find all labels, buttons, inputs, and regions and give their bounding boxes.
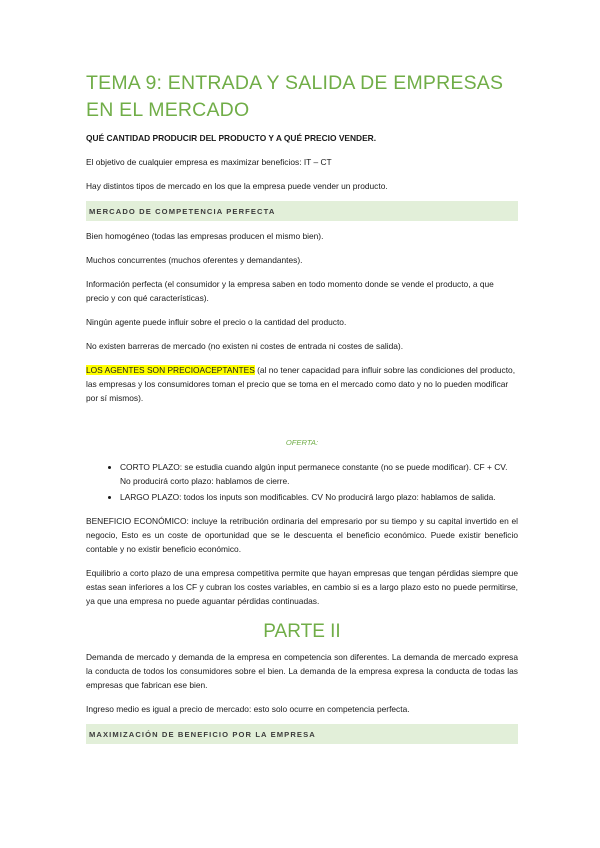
section-heading-competencia: MERCADO DE COMPETENCIA PERFECTA: [86, 201, 518, 221]
intro-question: QUÉ CANTIDAD PRODUCIR DEL PRODUCTO Y A QUÉ PRECIO VENDER.: [86, 133, 377, 143]
paragraph-informacion: Información perfecta (el consumidor y la empresa saben en todo momento donde se vende el producto, a que precio y con qué características).: [86, 279, 494, 303]
document-page: [86, 70, 518, 744]
paragraph-demanda: Demanda de mercado y demanda de la empresa en competencia son diferentes. La demanda de mercado expresa la conducta de todos los consumidores sobre el bien. La demanda de la empresa expresa la conducta de todas las empresas que fabrican ese bien.: [86, 652, 518, 690]
paragraph-bien-homogeneo: Bien homogéneo (todas las empresas producen el mismo bien).: [86, 231, 324, 241]
paragraph-concurrentes: Muchos concurrentes (muchos oferentes y demandantes).: [86, 255, 303, 265]
paragraph-equilibrio: Equilibrio a corto plazo de una empresa competitiva permite que hayan empresas que tengan pérdidas siempre que estas sean inferiores a los CF y cubran los costes variables, en cambio si es a largo plazo esto no puede permitirse, ya que una empresa no puede aguantar pérdidas continuadas.: [86, 568, 518, 606]
paragraph-precioaceptantes: [86, 363, 518, 405]
paragraph-barreras: No existen barreras de mercado (no existen ni costes de entrada ni costes de salida).: [86, 341, 404, 351]
intro-types: Hay distintos tipos de mercado en los que la empresa puede vender un producto.: [86, 181, 388, 191]
section-heading-maximizacion: MAXIMIZACIÓN DE BENEFICIO POR LA EMPRESA: [86, 724, 518, 744]
paragraph-ingreso-medio: Ingreso medio es igual a precio de mercado: esto solo ocurre en competencia perfecta.: [86, 704, 410, 714]
paragraph-beneficio-economico: BENEFICIO ECONÓMICO: incluye la retribución ordinaria del empresario por su tiempo y su capital invertido en el negocio, Esto es un coste de oportunidad que se le descuenta el beneficio económico. Puede existir beneficio contable y no existir beneficio económico.: [86, 516, 518, 554]
intro-objective: El objetivo de cualquier empresa es maximizar beneficios: IT – CT: [86, 157, 332, 167]
oferta-label: OFERTA:: [285, 438, 319, 447]
highlighted-text: LOS AGENTES SON PRECIOACEPTANTES: [86, 365, 255, 375]
parte-ii-heading: PARTE II: [263, 621, 341, 642]
list-item-largo-plazo: • LARGO PLAZO: todos los inputs son modificables. CV No producirá largo plazo: hablamos de salida.: [120, 490, 518, 504]
paragraph-precioaceptantes-rest: (al no tener capacidad para influir sobre las condiciones del producto, las empresas y los consumidores toman el precio que se toma en el mercado como dato y no lo pueden modificar por sí mismos).: [86, 365, 516, 403]
list-item-corto-plazo: • CORTO PLAZO: se estudia cuando algún input permanece constante (no se puede modificar). CF + CV. No producirá corto plazo: hablamos de cierre.: [120, 460, 518, 488]
oferta-list: [86, 460, 518, 504]
document-title: TEMA 9: ENTRADA Y SALIDA DE EMPRESAS EN EL MERCADO: [86, 72, 504, 121]
paragraph-ningun-agente: Ningún agente puede influir sobre el precio o la cantidad del producto.: [86, 317, 347, 327]
